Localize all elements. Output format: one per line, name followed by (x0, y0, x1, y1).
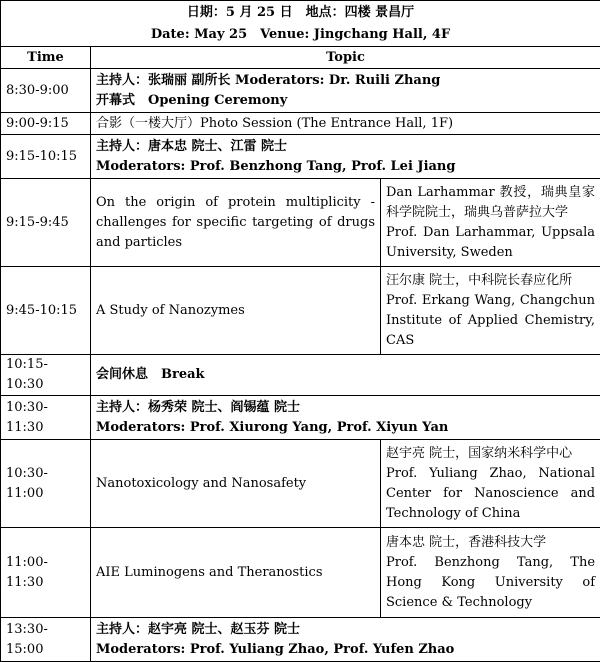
table-row (1, 440, 600, 528)
time-cell: 10:15-10:30 (1, 355, 91, 396)
table-row (1, 618, 600, 662)
speaker-cell (381, 440, 600, 528)
time-cell: 13:30-15:00 (1, 618, 91, 662)
table-row (1, 396, 600, 440)
talk-title: A Study of Nanozymes (91, 267, 381, 355)
time-cell: 9:45-10:15 (1, 267, 91, 355)
ceremony-line: 开幕式 Opening Ceremony (96, 92, 288, 108)
speaker-cn: Dan Larhammar 教授，瑞典皇家科学院院士，瑞典乌普萨拉大学 (386, 184, 596, 220)
moderator-cell (91, 618, 600, 662)
time-cell: 9:15-10:15 (1, 135, 91, 179)
session-cell (91, 69, 600, 113)
moderator-line-cn: 主持人：唐本忠 院士、江雷 院士 (96, 138, 288, 154)
time-cell: 11:00-11:30 (1, 528, 91, 618)
header-cell (1, 1, 600, 47)
talk-title: AIE Luminogens and Theranostics (91, 528, 381, 618)
break-cell: 会间休息 Break (91, 355, 600, 396)
table-row (1, 355, 600, 396)
table-row (1, 113, 600, 135)
moderator-cell (91, 135, 600, 179)
speaker-cell (381, 528, 600, 618)
table-row (1, 135, 600, 179)
session-cell: 合影（一楼大厅）Photo Session (The Entrance Hall, 1F) (91, 113, 600, 135)
header-line-cn: 日期：5 月 25 日 地点：四楼 景昌厅 (186, 4, 415, 20)
column-header-topic: Topic (91, 47, 600, 69)
time-cell: 9:15-9:45 (1, 179, 91, 267)
table-row (1, 69, 600, 113)
speaker-cn: 唐本忠 院士，香港科技大学 (386, 534, 547, 550)
moderator-line: 主持人：张瑞丽 副所长 Moderators: Dr. Ruili Zhang (96, 72, 441, 88)
moderator-line-en: Moderators: Prof. Benzhong Tang, Prof. Lei Jiang (96, 158, 456, 174)
speaker-cell (381, 267, 600, 355)
time-cell: 10:30-11:30 (1, 396, 91, 440)
moderator-line-cn: 主持人：赵宇亮 院士、赵玉芬 院士 (96, 621, 301, 637)
speaker-cell (381, 179, 600, 267)
moderator-line-cn: 主持人：杨秀荣 院士、阎锡蕴 院士 (96, 399, 301, 415)
moderator-cell (91, 396, 600, 440)
column-header-row (1, 47, 600, 69)
column-header-time: Time (1, 47, 91, 69)
speaker-en: Prof. Benzhong Tang, The Hong Kong University of Science & Technology (386, 554, 596, 610)
speaker-en: Prof. Yuliang Zhao, National Center for Nanoscience and Technology of China (386, 465, 596, 521)
speaker-en: Prof. Erkang Wang, Changchun Institute of Applied Chemistry, CAS (386, 292, 596, 348)
speaker-cn: 赵宇亮 院士，国家纳米科学中心 (386, 445, 573, 461)
table-row (1, 528, 600, 618)
header-row (1, 1, 600, 47)
time-cell: 9:00-9:15 (1, 113, 91, 135)
table-row (1, 179, 600, 267)
talk-title: Nanotoxicology and Nanosafety (91, 440, 381, 528)
time-cell: 10:30-11:00 (1, 440, 91, 528)
moderator-line-en: Moderators: Prof. Xiurong Yang, Prof. Xiyun Yan (96, 419, 449, 435)
time-cell: 8:30-9:00 (1, 69, 91, 113)
speaker-cn: 汪尔康 院士，中科院长春应化所 (386, 272, 573, 288)
talk-title: On the origin of protein multiplicity - challenges for specific targeting of drugs and particles (91, 179, 381, 267)
moderator-line-en: Moderators: Prof. Yuliang Zhao, Prof. Yufen Zhao (96, 641, 455, 657)
table-row (1, 267, 600, 355)
speaker-en: Prof. Dan Larhammar, Uppsala University, Sweden (386, 224, 596, 260)
header-line-en: Date: May 25 Venue: Jingchang Hall, 4F (150, 26, 451, 42)
